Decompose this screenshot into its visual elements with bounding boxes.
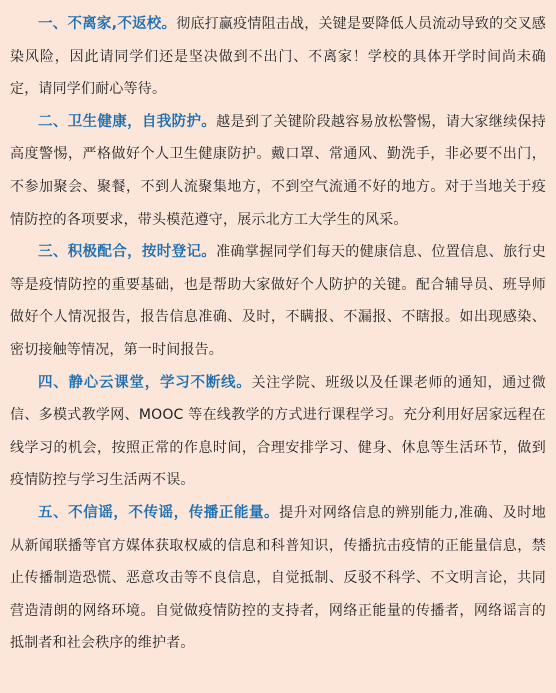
paragraph-4-heading: 四、静心云课堂，学习不断线。 [38, 374, 252, 391]
paragraph-3-heading: 三、积极配合，按时登记。 [38, 244, 217, 261]
paragraph-2-heading: 二、卫生健康，自我防护。 [38, 113, 217, 130]
paragraph-3-text: 准确掌握同学们每天的健康信息、位置信息、旅行史等是疫情防控的重要基础，也是帮助大家做好个人防护的关键。配合辅导员、班导师做好个人情况报告，报告信息准确、及时，不瞒报、不漏报、不瞎报。如出现感染、密切接触等情况，第一时间报告。 [10, 244, 546, 358]
paragraph-2-text: 越是到了关键阶段越容易放松警惕，请大家继续保持高度警惕，严格做好个人卫生健康防护。戴口罩、常通风、勤洗手，非必要不出门，不参加聚会、聚餐，不到人流聚集地方，不到空气流通不好的地方。对于当地关于疫情防控的各项要求，带头模范遵守，展示北方工大学生的风采。 [10, 113, 546, 228]
paragraph-5-heading: 五、不信谣，不传谣，传播正能量。 [38, 504, 280, 521]
paragraph-3 [10, 236, 546, 366]
paragraph-5-text: 提升对网络信息的辨别能力,准确、及时地从新闻联播等官方媒体获取权威的信息和科普知识，传播抗击疫情的正能量信息，禁止传播制造恐慌、恶意攻击等不良信息，自觉抵制、反驳不科学、不文明言论，共同营造清朗的网络环境。自觉做疫情防控的支持者，网络正能量的传播者，网络谣言的抵制者和社会秩序的维护者。 [10, 504, 547, 652]
paragraph-4-text: 关注学院、班级以及任课老师的通知，通过微信、多模式教学网、MOOC 等在线教学的方式进行课程学习。充分利用好居家远程在线学习的机会，按照正常的作息时间，合理安排学习、健身、休息等生活环节，做到疫情防控与学习生活两不误。 [10, 374, 546, 489]
paragraph-1 [10, 8, 546, 106]
paragraph-5 [10, 497, 546, 660]
paragraph-1-text: 彻底打赢疫情阻击战，关键是要降低人员流动导致的交叉感染风险，因此请同学们还是坚决做到不出门、不离家！学校的具体开学时间尚未确定，请同学们耐心等待。 [10, 16, 546, 98]
paragraph-2 [10, 106, 546, 236]
paragraph-1-heading: 一、不离家,不返校。 [38, 16, 177, 32]
paragraph-4 [10, 367, 546, 497]
